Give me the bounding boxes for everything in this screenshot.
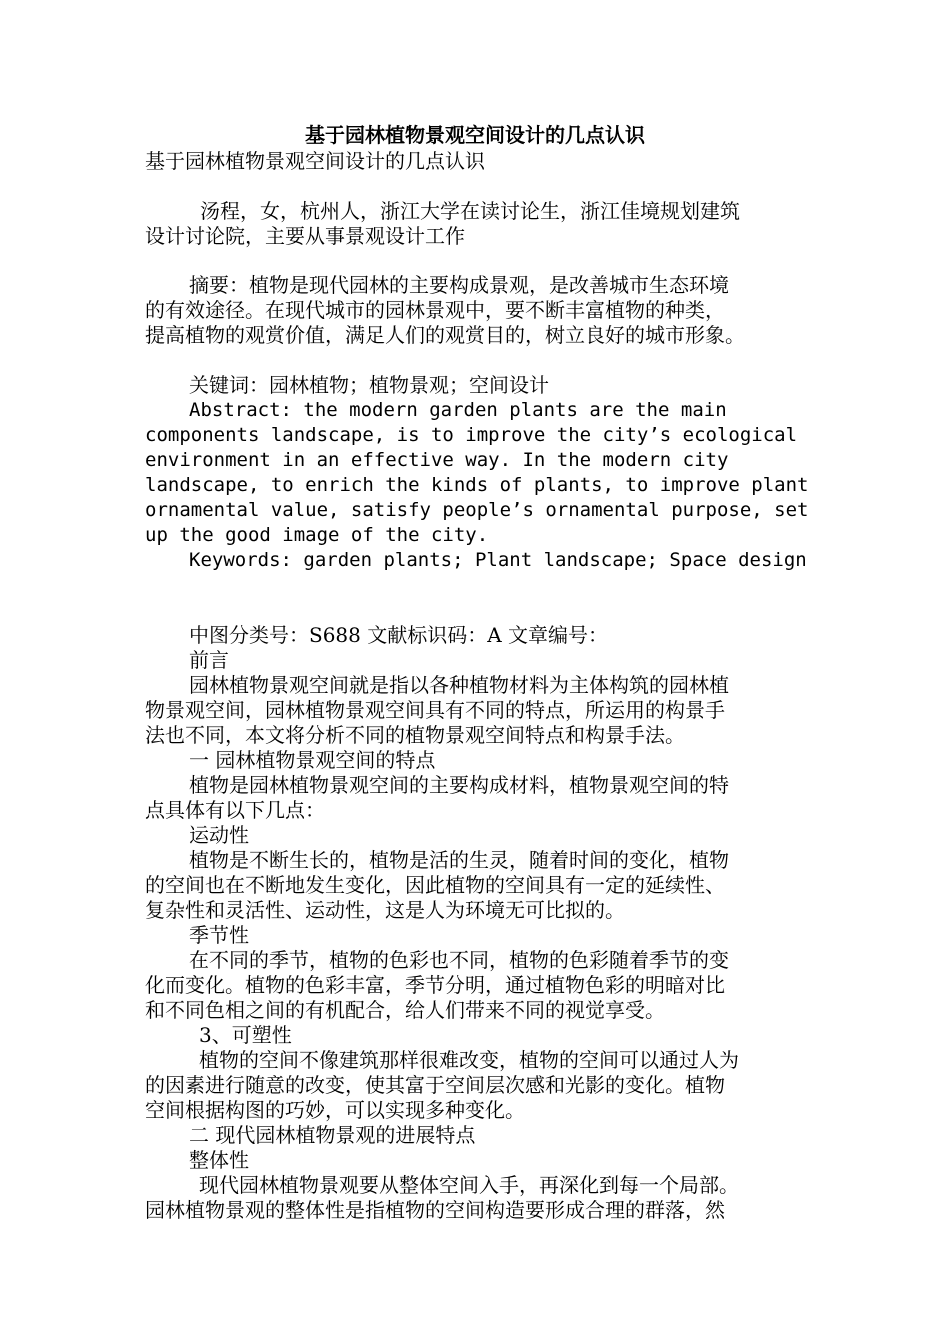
section-heading: 前言 [189,648,229,672]
classification-line: 中图分类号：S688 文献标识码：A 文章编号： [189,623,609,647]
document-subtitle: 基于园林植物景观空间设计的几点认识 [145,149,485,173]
abstract-en-line: landscape, to enrich the kinds of plants, to improve plant [145,474,809,496]
document-title: 基于园林植物景观空间设计的几点认识 [305,123,645,147]
body-line: 和不同色相之间的有机配合，给人们带来不同的视觉享受。 [145,998,665,1022]
body-line: 植物的空间不像建筑那样很难改变，植物的空间可以通过人为 [199,1048,739,1072]
body-line: 植物是不断生长的，植物是活的生灵，随着时间的变化，植物 [189,848,729,872]
section-heading: 二 现代园林植物景观的进展特点 [189,1123,476,1147]
abstract-en-line: environment in an effective way. In the modern city [145,449,729,471]
abstract-en-line: Abstract: the modern garden plants are the main [189,399,727,421]
keywords-cn: 关键词：园林植物；植物景观；空间设计 [189,373,549,397]
subsection-heading: 整体性 [189,1148,249,1172]
abstract-en-line: components landscape, is to improve the city’s ecological [145,424,798,446]
author-line: 设计讨论院，主要从事景观设计工作 [145,224,465,248]
subsection-heading: 季节性 [189,923,249,947]
abstract-en-line: ornamental value, satisfy people’s ornamental purpose, set [145,499,809,521]
body-line: 空间根据构图的巧妙，可以实现多种变化。 [145,1098,525,1122]
body-line: 化而变化。植物的色彩丰富，季节分明，通过植物色彩的明暗对比 [145,973,725,997]
body-line: 复杂性和灵活性、运动性，这是人为环境无可比拟的。 [145,898,625,922]
abstract-cn-line: 的有效途径。在现代城市的园林景观中，要不断丰富植物的种类， [145,298,725,322]
body-line: 的因素进行随意的改变，使其富于空间层次感和光影的变化。植物 [145,1073,725,1097]
body-line: 在不同的季节，植物的色彩也不同，植物的色彩随着季节的变 [189,948,729,972]
abstract-en-line: up the good image of the city. [145,524,489,546]
body-line: 物景观空间，园林植物景观空间具有不同的特点，所运用的构景手 [145,698,725,722]
body-line: 植物是园林植物景观空间的主要构成材料，植物景观空间的特 [189,773,729,797]
abstract-cn-line: 摘要：植物是现代园林的主要构成景观，是改善城市生态环境 [189,273,729,297]
body-line: 现代园林植物景观要从整体空间入手，再深化到每一个局部。 [199,1173,739,1197]
body-line: 法也不同，本文将分析不同的植物景观空间特点和构景手法。 [145,723,685,747]
body-line: 园林植物景观空间就是指以各种植物材料为主体构筑的园林植 [189,673,729,697]
body-line: 的空间也在不断地发生变化，因此植物的空间具有一定的延续性、 [145,873,725,897]
section-heading: 一 园林植物景观空间的特点 [189,748,436,772]
body-line: 园林植物景观的整体性是指植物的空间构造要形成合理的群落，然 [145,1198,725,1222]
body-line: 点具体有以下几点： [145,798,325,822]
keywords-en: Keywords: garden plants; Plant landscape; Space design [189,549,807,571]
subsection-heading: 运动性 [189,823,249,847]
subsection-heading: 3、可塑性 [199,1023,292,1047]
abstract-cn-line: 提高植物的观赏价值，满足人们的观赏目的，树立良好的城市形象。 [145,323,745,347]
author-line: 汤程，女，杭州人，浙江大学在读讨论生，浙江佳境规划建筑 [200,199,740,223]
